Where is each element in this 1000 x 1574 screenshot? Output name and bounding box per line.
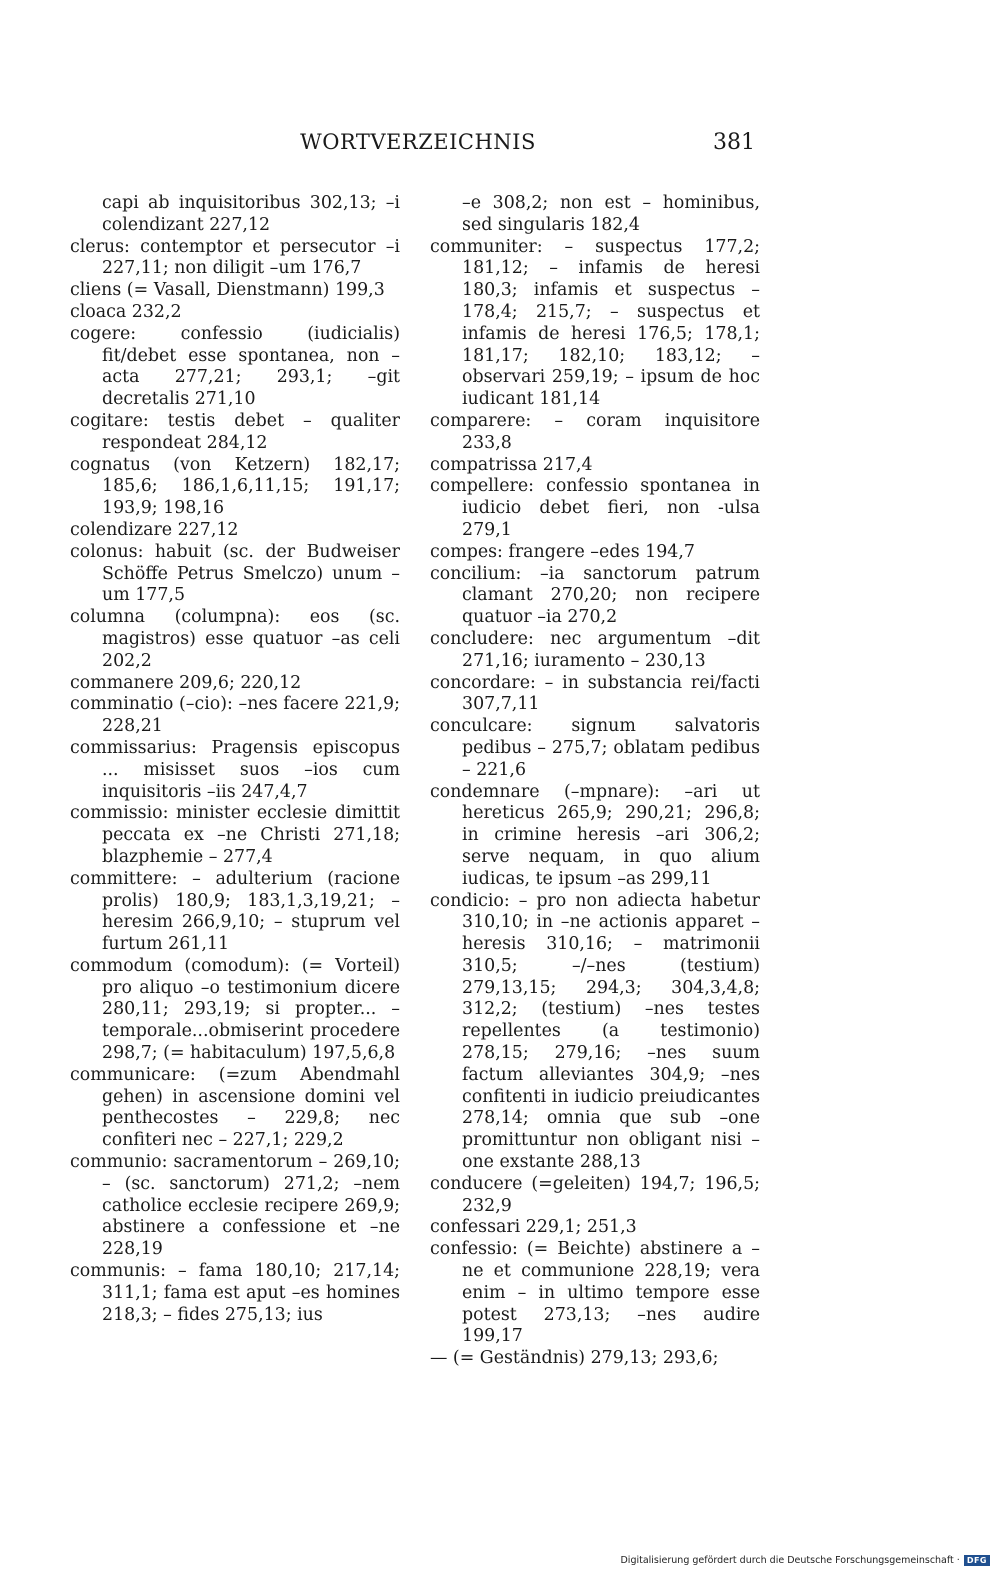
- index-entry: comparere: – coram inquisitore 233,8: [430, 410, 760, 453]
- index-entry: clerus: contemptor et persecutor –i 227,11; non diligit –um 176,7: [70, 236, 400, 279]
- index-entry: committere: – adulterium (racione prolis) 180,9; 183,1,3,19,21; – heresim 266,9,10; – stuprum vel furtum 261,11: [70, 868, 400, 955]
- index-entry: cliens (= Vasall, Dienstmann) 199,3: [70, 280, 385, 301]
- footer-text: Digitalisierung gefördert durch die Deutsche Forschungsgemeinschaft ·: [620, 1555, 960, 1566]
- index-entry: communicare: (=zum Abendmahl gehen) in ascensione domini vel penthecostes – 229,8; nec confiteri nec – 227,1; 229,2: [70, 1064, 400, 1151]
- index-entry-continuation: capi ab inquisitoribus 302,13; –i colendizant 227,12: [102, 193, 400, 235]
- index-entry: commissarius: Pragensis episcopus ... misisset suos –ios cum inquisitoris –iis 247,4,7: [70, 737, 400, 802]
- left-column: [70, 193, 400, 1326]
- index-entry: compellere: confessio spontanea in iudicio debet fieri, non -ulsa 279,1: [430, 476, 760, 540]
- index-entry: commissio: minister ecclesie dimittit peccata ex –ne Christi 271,18; blazphemie – 277,4: [70, 803, 400, 867]
- index-entry: condicio: – pro non adiecta habetur 310,10; in –ne actionis apparet – heresis 310,16; – matrimonii 310,5; –/–nes (testium) 279,13,15; 294,3; 304,3,4,8; 312,2; (testium) –nes testes repellentes (a testimonio) 278,15; 279,16; –nes suum factum alleviantes 304,9; –nes confitenti in iudicio preiudicantes 278,14; omnia que sub –one promittuntur non obligant nisi –one exstante 288,13: [430, 890, 760, 1173]
- running-title: WORTVERZEICHNIS: [300, 130, 536, 154]
- index-entry: columna (columpna): eos (sc. magistros) esse quatuor –as celi 202,2: [70, 607, 400, 671]
- page-number: 381: [713, 130, 755, 155]
- index-entry: compatrissa 217,4: [430, 454, 593, 475]
- index-entry: conculcare: signum salvatoris pedibus – 275,7; oblatam pedibus – 221,6: [430, 716, 760, 780]
- index-entry: communis: – fama 180,10; 217,14; 311,1; fama est aput –es homines 218,3; – fides 275,13; ius: [70, 1261, 400, 1325]
- index-entry: commanere 209,6; 220,12: [70, 672, 302, 693]
- index-entry: commodum (comodum): (= Vorteil) pro aliquo –o testimonium dicere 280,11; 293,19; si propter... – temporale...obmiserint procedere 298,7; (= habitaculum) 197,5,6,8: [70, 955, 400, 1064]
- index-entry: cogitare: testis debet – qualiter respondeat 284,12: [70, 410, 400, 453]
- index-entry: concludere: nec argumentum –dit 271,16; iuramento – 230,13: [430, 628, 760, 671]
- index-entry: cloaca 232,2: [70, 301, 182, 322]
- index-entry: confessari 229,1; 251,3: [430, 1217, 637, 1238]
- footer-credit: [620, 1555, 990, 1566]
- index-entry: compes: frangere –edes 194,7: [430, 541, 695, 562]
- index-entry: communiter: – suspectus 177,2; 181,12; – infamis de heresi 180,3; infamis et suspectus – 178,4; 215,7; – suspectus et infamis de heresi 176,5; 178,1; 181,17; 182,10; 183,12; – observari 259,19; – ipsum de hoc iudicant 181,14: [430, 236, 760, 410]
- index-entry: conducere (=geleiten) 194,7; 196,5; 232,9: [430, 1173, 760, 1216]
- index-entry: concordare: – in substancia rei/facti 307,7,11: [430, 672, 760, 715]
- index-entry: colendizare 227,12: [70, 519, 239, 540]
- index-entry: colonus: habuit (sc. der Budweiser Schöffe Petrus Smelczo) unum –um 177,5: [70, 541, 400, 606]
- index-entry: — (= Geständnis) 279,13; 293,6;: [430, 1348, 719, 1369]
- index-entry: concilium: –ia sanctorum patrum clamant 270,20; non recipere quatuor –ia 270,2: [430, 563, 760, 628]
- index-entry: condemnare (–mpnare): –ari ut hereticus 265,9; 290,21; 296,8; in crimine heresis –ari 306,2; serve nequam, in quo alium iudicas, te ipsum –as 299,11: [430, 781, 760, 889]
- index-entry: comminatio (–cio): –nes facere 221,9; 228,21: [70, 694, 400, 737]
- right-column: [430, 193, 760, 1370]
- index-entry: cognatus (von Ketzern) 182,17; 185,6; 186,1,6,11,15; 191,17; 193,9; 198,16: [70, 454, 400, 519]
- dfg-logo: DFG: [964, 1555, 990, 1566]
- index-entry-continuation: –e 308,2; non est – hominibus, sed singularis 182,4: [462, 193, 760, 235]
- index-entry: communio: sacramentorum – 269,10; – (sc. sanctorum) 271,2; –nem catholice ecclesie recipere 269,9; abstinere a confessione et –ne 228,19: [70, 1152, 400, 1260]
- index-entry: confessio: (= Beichte) abstinere a –ne et communione 228,19; vera enim – in ultimo tempore esse potest 273,13; –nes audire 199,17: [430, 1239, 760, 1347]
- index-entry: cogere: confessio (iudicialis) fit/debet esse spontanea, non –acta 277,21; 293,1; –git decretalis 271,10: [70, 323, 400, 410]
